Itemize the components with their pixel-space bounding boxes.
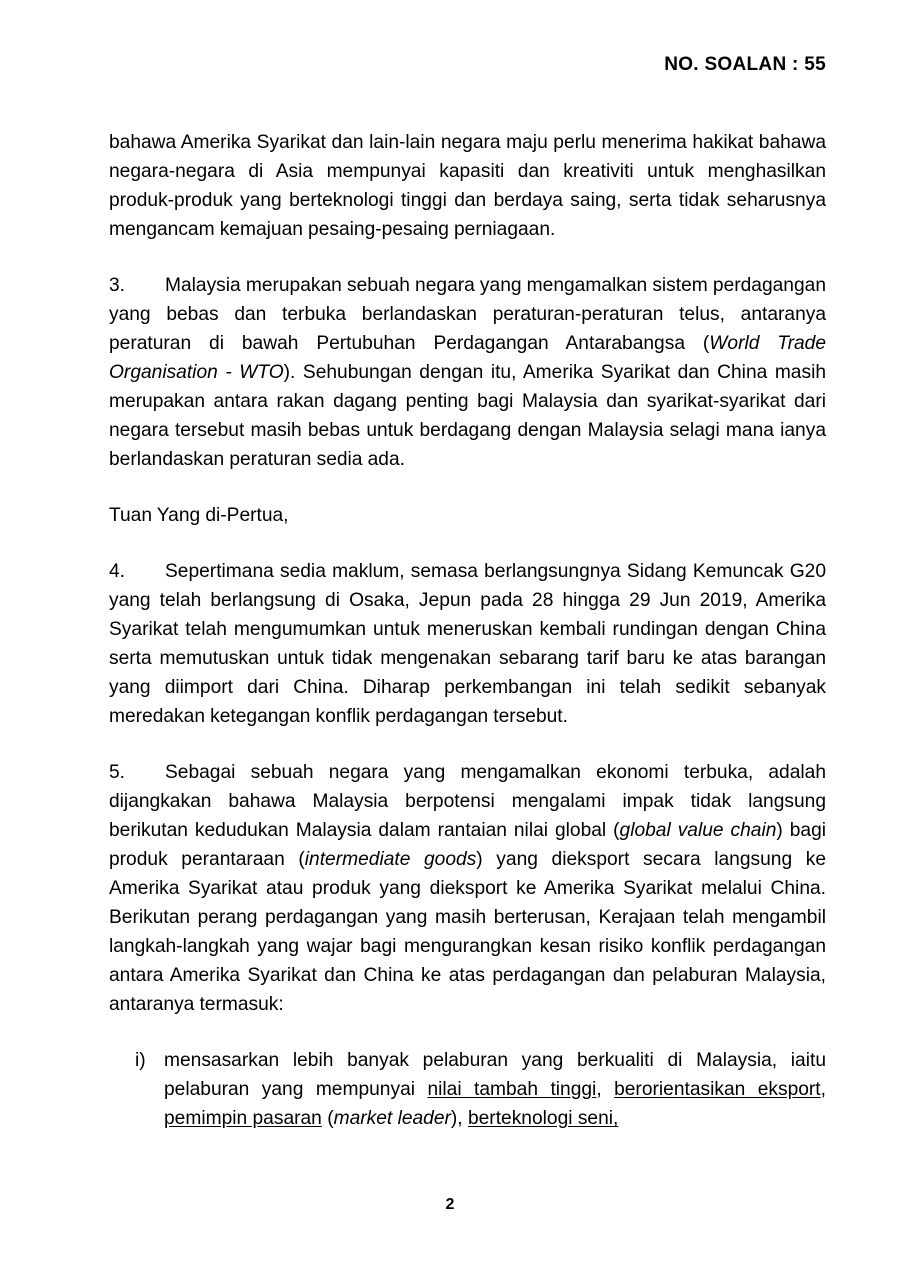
paragraph-5-italic-global-value-chain: global value chain (619, 820, 777, 841)
list-item-underline-nilai-tambah-tinggi: nilai tambah tinggi (427, 1079, 597, 1100)
page-header-question-number: NO. SOALAN : 55 (664, 54, 826, 75)
paragraph-continued (109, 128, 826, 244)
list-item-italic-market-leader: market leader (333, 1108, 451, 1129)
paragraph-3-italic-wto: World Trade Organisation - WTO (109, 333, 827, 383)
list-item-segment-1: mensasarkan lebih banyak pelaburan yang berkualiti di Malaysia, iaitu pelaburan yang mempunyai (164, 1050, 826, 1100)
paragraph-4-number: 4. (109, 561, 126, 582)
list-item-segment-3: , (820, 1079, 826, 1100)
list-item-underline-berorientasikan-eksport: berorientasikan eksport (614, 1079, 821, 1100)
list-item-segment-5: ), (450, 1108, 468, 1129)
paragraph-continued-text: bahawa Amerika Syarikat dan lain-lain negara maju perlu menerima hakikat bahawa negara-negara di Asia mempunyai kapasiti dan kreativiti untuk menghasilkan produk-produk yang berteknologi tinggi dan berdaya saing, serta tidak seharusnya mengancam kemajuan pesaing-pesaing perniagaan. (109, 132, 826, 240)
paragraph-3 (109, 271, 826, 474)
document-body (109, 128, 826, 1133)
salutation-text: Tuan Yang di-Pertua, (109, 505, 289, 526)
paragraph-3-text-part2: ). Sehubungan dengan itu, Amerika Syarikat dan China masih merupakan antara rakan dagang penting bagi Malaysia dan syarikat-syarikat dari negara tersebut masih bebas untuk berdagang dengan Malaysia selagi mana ianya berlandaskan peraturan sedia ada. (109, 362, 826, 470)
paragraph-5-text-part3: ) yang dieksport secara langsung ke Amerika Syarikat atau produk yang dieksport ke Amerika Syarikat melalui China. Berikutan perang perdagangan yang masih berterusan, Kerajaan telah mengambil langkah-langkah yang wajar bagi mengurangkan kesan risiko konflik perdagangan antara Amerika Syarikat dan China ke atas perdagangan dan pelaburan Malaysia, antaranya termasuk: (109, 849, 827, 1015)
list-item-marker: i) (135, 1050, 146, 1071)
list-item-underline-berteknologi-seni: berteknologi seni, (467, 1108, 619, 1129)
paragraph-5-italic-intermediate-goods: intermediate goods (304, 849, 477, 870)
paragraph-4-text: Sepertimana sedia maklum, semasa berlangsungnya Sidang Kemuncak G20 yang telah berlangsung di Osaka, Jepun pada 28 hingga 29 Jun 2019, Amerika Syarikat telah mengumumkan untuk meneruskan kembali rundingan dengan China serta memutuskan untuk tidak mengenakan sebarang tarif baru ke atas barangan yang diimport dari China. Diharap perkembangan ini telah sedikit sebanyak meredakan ketegangan konflik perdagangan tersebut. (109, 561, 826, 727)
paragraph-5-text-part2: ) bagi produk perantaraan ( (109, 820, 827, 870)
page-number: 2 (445, 1196, 455, 1213)
paragraph-5-number: 5. (109, 762, 126, 783)
list-item-segment-4: ( (321, 1108, 334, 1129)
salutation (109, 501, 826, 530)
list-item (109, 1046, 826, 1133)
paragraph-3-text-part1: Malaysia merupakan sebuah negara yang mengamalkan sistem perdagangan yang bebas dan terbuka berlandaskan peraturan-peraturan telus, antaranya peraturan di bawah Pertubuhan Perdagangan Antarabangsa ( (109, 275, 826, 354)
paragraph-5 (109, 758, 826, 1019)
list-item-text (164, 1046, 826, 1133)
paragraph-3-number: 3. (109, 275, 126, 296)
list-item-underline-pemimpin-pasaran: pemimpin pasaran (164, 1108, 322, 1129)
paragraph-4 (109, 557, 826, 731)
list-item-segment-2: , (596, 1079, 615, 1100)
paragraph-5-text-part1: Sebagai sebuah negara yang mengamalkan ekonomi terbuka, adalah dijangkakan bahawa Malaysia berpotensi mengalami impak tidak langsung berikutan kedudukan Malaysia dalam rantaian nilai global ( (109, 762, 826, 841)
